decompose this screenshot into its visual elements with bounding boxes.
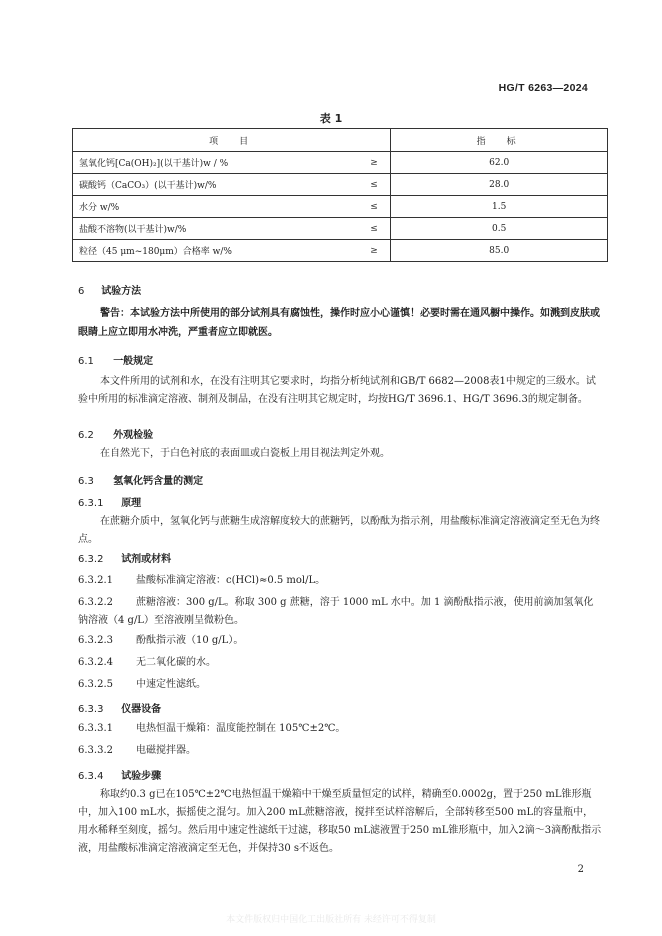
- row-item: 水分 w/%: [73, 196, 358, 218]
- table-row: [73, 218, 608, 240]
- table-row: [73, 240, 608, 262]
- footer-watermark: 本文件版权归中国化工出版社所有 未经许可不得复制: [226, 915, 436, 925]
- row-item: 氢氧化钙[Ca(OH)₂](以干基计)w / %: [73, 152, 358, 174]
- section-6-3-4-text: 称取约0.3 g已在105℃±2℃电热恒温干燥箱中干燥至质量恒定的试样，精确至0.0002g，置于250 mL锥形瓶中，加入100 mL水，振摇使之混匀。加入200 mL蔗糖溶液，搅拌至试样溶解后，全部转移至500 mL的容量瓶中，用水稀释至刻度，摇匀。然后用中速定性滤纸干过滤，移取50 mL滤液置于250 mL锥形瓶中，加入2滴～3滴酚酞指示液，用盐酸标准滴定溶液滴定至无色，并保持30 s不返色。: [78, 789, 602, 854]
- item-6-3-2-5: [78, 676, 602, 694]
- item-6-3-3-1: [78, 720, 602, 738]
- item-number: 6.3.2.1: [78, 575, 113, 586]
- table-title: 表 1: [319, 112, 343, 125]
- table-row: [73, 174, 608, 196]
- section-6-2-text: 在自然光下，于白色衬底的表面皿或白瓷板上用目视法判定外观。: [100, 448, 390, 459]
- item-text: 中速定性滤纸。: [136, 679, 206, 690]
- item-text: 电磁搅拌器。: [136, 745, 196, 756]
- row-value: 85.0: [391, 240, 608, 262]
- item-text: 无二氧化碳的水。: [136, 657, 216, 668]
- item-6-3-2-3: [78, 632, 602, 650]
- warning-text: 警告：本试验方法中所使用的部分试剂具有腐蚀性，操作时应小心谨慎！必要时需在通风橱中操作。如溅到皮肤或眼睛上应立即用水冲洗，严重者应立即就医。: [78, 308, 600, 338]
- section-title: 外观检验: [113, 430, 154, 441]
- row-value: 62.0: [391, 152, 608, 174]
- row-item: 碳酸钙（CaCO₃）(以干基计)w/%: [73, 174, 358, 196]
- section-title: 原理: [121, 498, 142, 509]
- section-6-3-3-heading: [78, 700, 161, 715]
- section-number: 6.3.4: [78, 771, 104, 782]
- row-item: 粒径（45 μm~180μm）合格率 w/%: [73, 240, 358, 262]
- section-6-3-4-heading: [78, 767, 161, 782]
- section-title: 试验步骤: [121, 771, 162, 782]
- table-header-row: [73, 129, 608, 152]
- section-title: 一般规定: [113, 356, 154, 367]
- item-number: 6.3.3.1: [78, 723, 113, 734]
- item-6-3-2-4: [78, 654, 602, 672]
- section-number: 6: [78, 286, 85, 297]
- document-code: HG/T 6263—2024: [498, 82, 588, 94]
- section-6-3-1-text: 在蔗糖介质中，氢氧化钙与蔗糖生成溶解度较大的蔗糖钙，以酚酞为指示剂，用盐酸标准滴定溶液滴定至无色为终点。: [78, 516, 600, 545]
- item-text: 酚酞指示液（10 g/L）。: [136, 635, 244, 646]
- row-operator: ≥: [358, 240, 391, 262]
- item-number: 6.3.2.2: [78, 597, 113, 608]
- header-value: 指 标: [391, 129, 608, 152]
- header-item: 项 目: [73, 129, 391, 152]
- section-number: 6.3: [78, 476, 94, 487]
- item-number: 6.3.2.3: [78, 635, 113, 646]
- section-number: 6.3.1: [78, 498, 104, 509]
- spec-table: [72, 128, 608, 262]
- section-6-3-heading: [78, 472, 203, 487]
- section-6-1-text: 本文件所用的试剂和水，在没有注明其它要求时，均指分析纯试剂和GB/T 6682—2008表1中规定的三级水。试验中所用的标准滴定溶液、制剂及制品，在没有注明其它规定时，均按HG/T 3696.1、HG/T 3696.3的规定制备。: [78, 376, 596, 405]
- row-value: 1.5: [391, 196, 608, 218]
- item-6-3-2-2: [78, 594, 602, 630]
- item-number: 6.3.2.4: [78, 657, 113, 668]
- section-number: 6.2: [78, 430, 94, 441]
- section-title: 试剂或材料: [121, 554, 172, 565]
- section-title: 氢氧化钙含量的测定: [113, 476, 204, 487]
- table-row: [73, 152, 608, 174]
- section-6-2-heading: [78, 426, 153, 441]
- item-6-3-2-1: [78, 572, 602, 590]
- section-title: 试验方法: [101, 286, 142, 297]
- row-value: 0.5: [391, 218, 608, 240]
- section-title: 仪器设备: [121, 704, 162, 715]
- item-number: 6.3.2.5: [78, 679, 113, 690]
- section-6-3-1-heading: [78, 494, 141, 509]
- table-row: [73, 196, 608, 218]
- section-6-1-heading: [78, 352, 153, 367]
- row-operator: ≤: [358, 174, 391, 196]
- section-6-heading: [78, 282, 141, 297]
- item-6-3-3-2: [78, 742, 602, 760]
- row-operator: ≥: [358, 152, 391, 174]
- row-item: 盐酸不溶物(以干基计)w/%: [73, 218, 358, 240]
- item-text: 电热恒温干燥箱：温度能控制在 105℃±2℃。: [136, 723, 346, 734]
- row-operator: ≤: [358, 218, 391, 240]
- item-text: 蔗糖溶液：300 g/L。称取 300 g 蔗糖，溶于 1000 mL 水中。加 1 滴酚酞指示液，使用前滴加氢氧化钠溶液（4 g/L）至溶液刚呈微粉色。: [78, 597, 594, 626]
- page-number: 2: [577, 864, 584, 875]
- section-number: 6.3.2: [78, 554, 104, 565]
- section-number: 6.3.3: [78, 704, 104, 715]
- item-text: 盐酸标准滴定溶液：c(HCl)≈0.5 mol/L。: [136, 575, 326, 586]
- row-value: 28.0: [391, 174, 608, 196]
- row-operator: ≤: [358, 196, 391, 218]
- item-number: 6.3.3.2: [78, 745, 113, 756]
- section-number: 6.1: [78, 356, 94, 367]
- section-6-3-2-heading: [78, 550, 171, 565]
